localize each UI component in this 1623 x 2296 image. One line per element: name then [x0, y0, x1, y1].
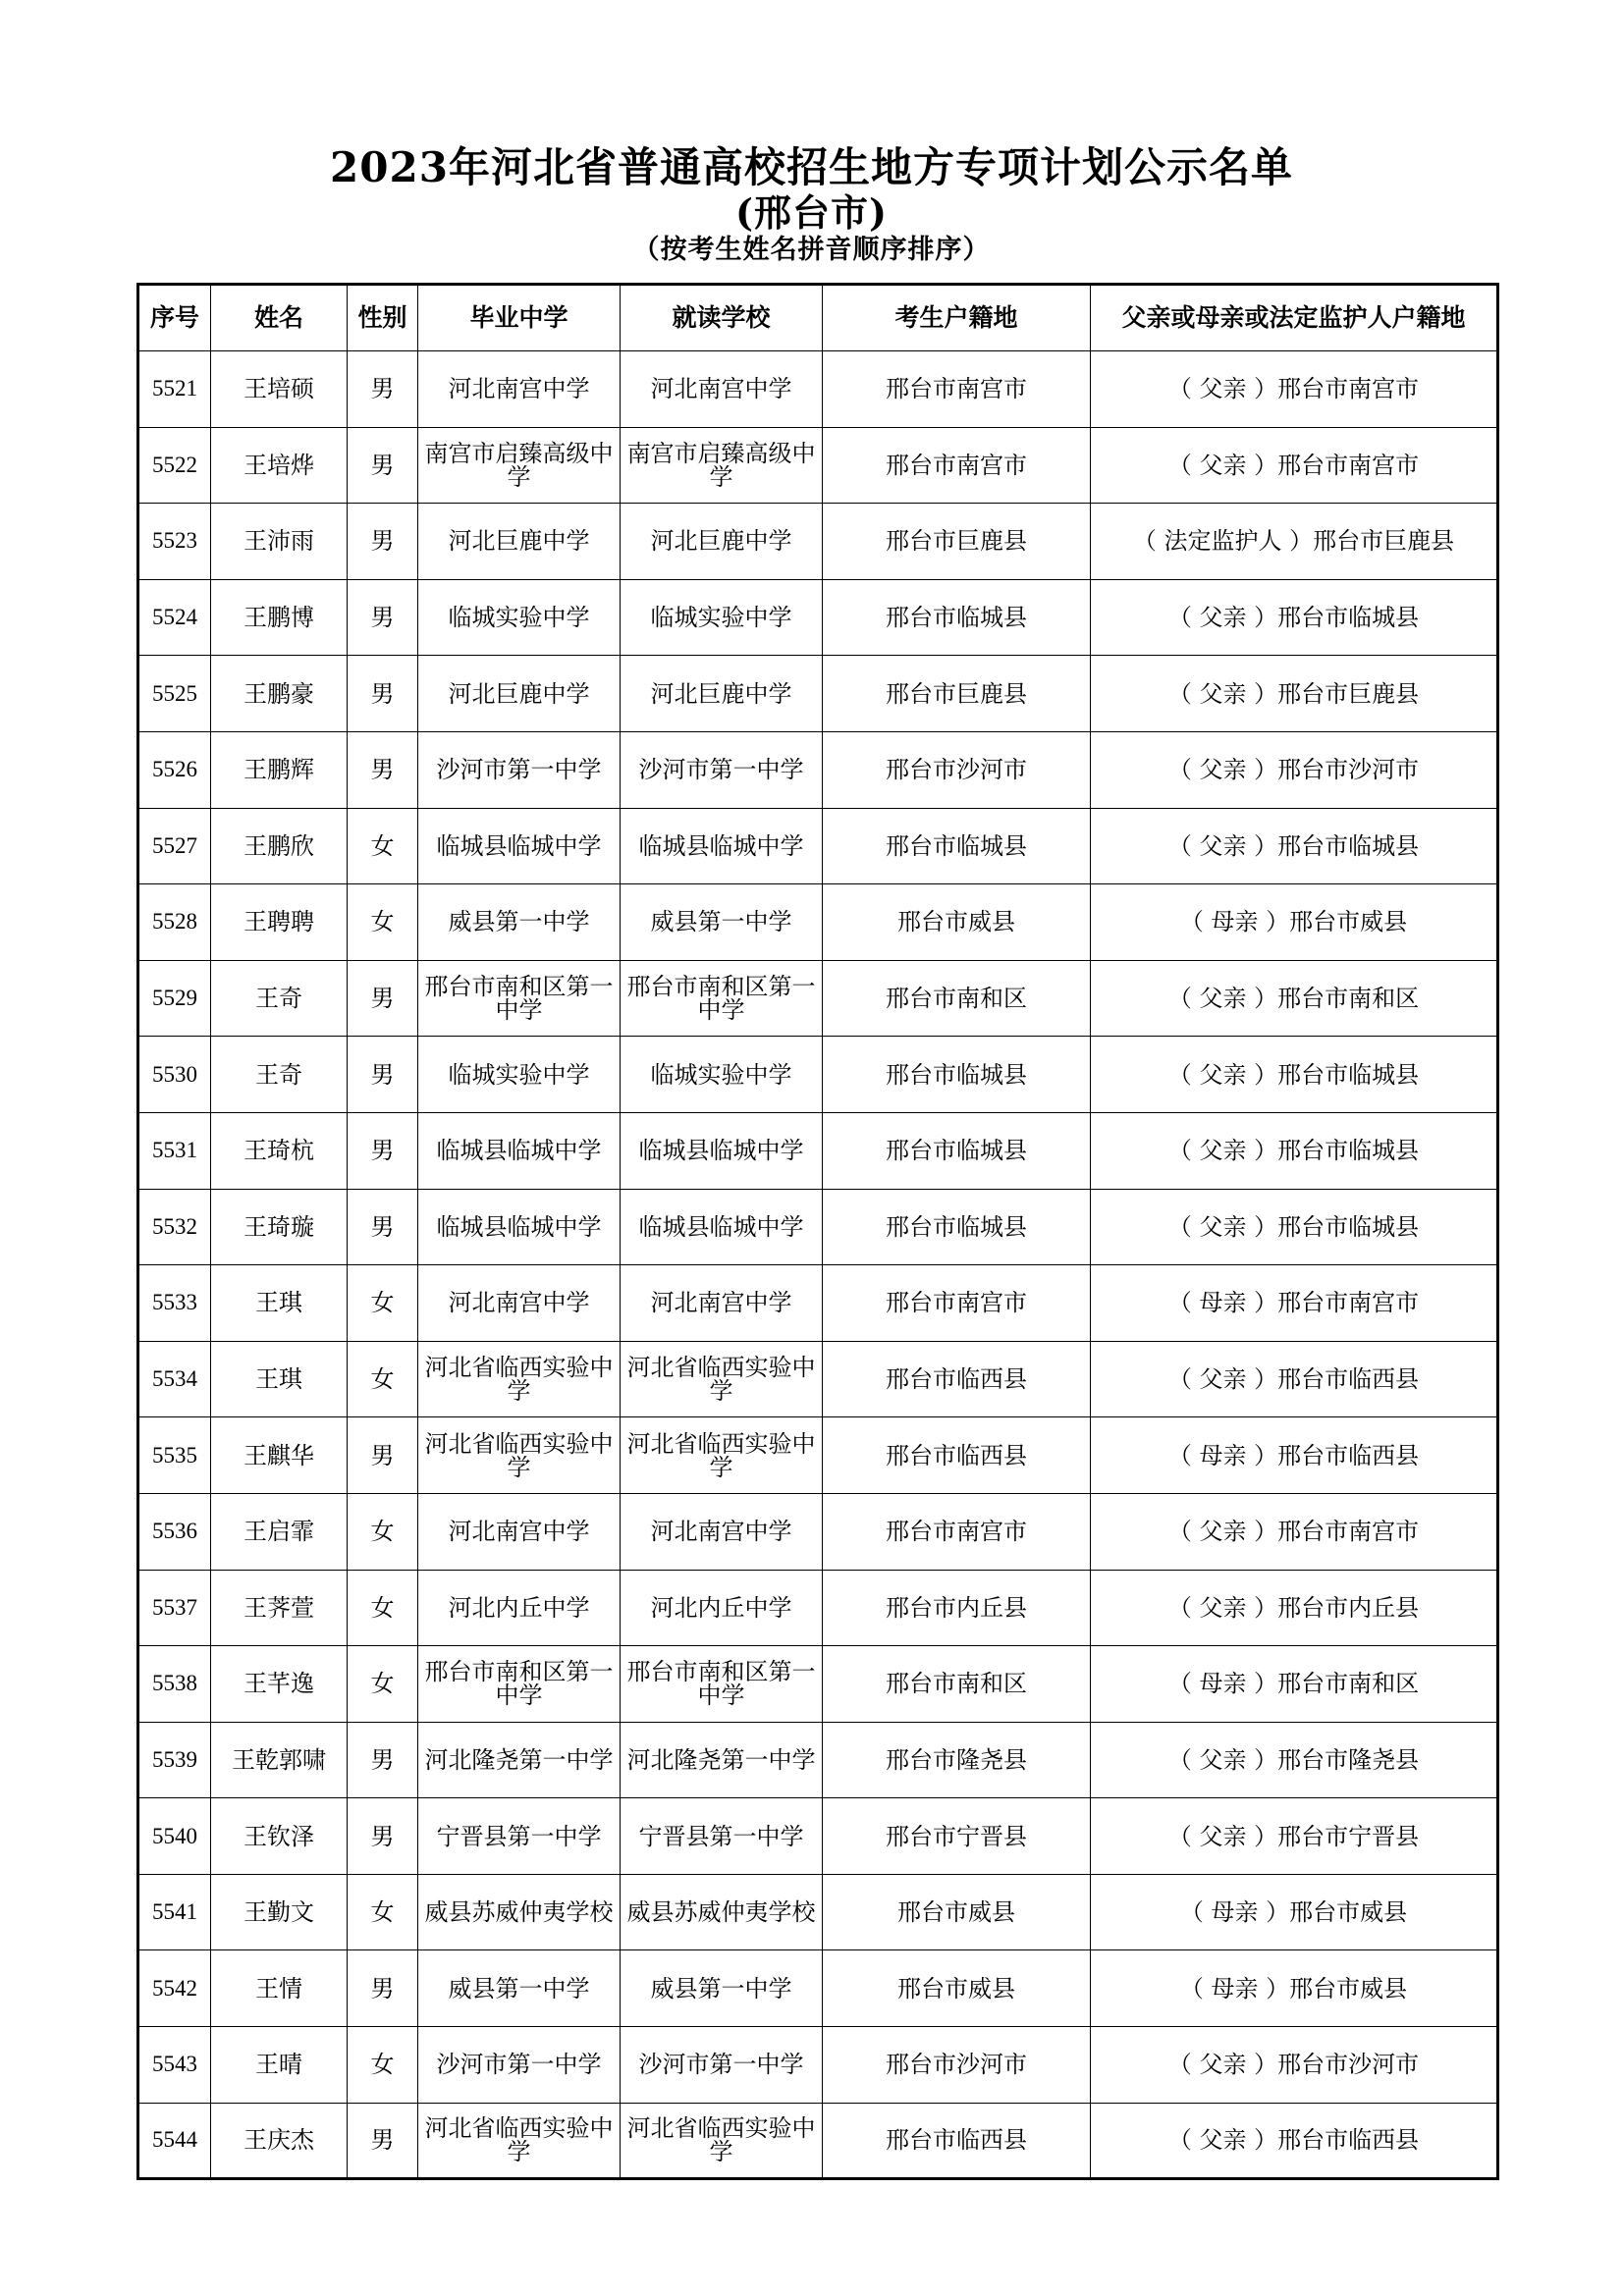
household-cell: 邢台市南宫市: [823, 1493, 1091, 1570]
page-title: 2023年河北省普通高校招生地方专项计划公示名单: [330, 143, 1293, 191]
current-school-cell: 河北巨鹿中学: [621, 504, 823, 580]
serial-cell: 5532: [138, 1189, 211, 1265]
serial-cell: 5533: [138, 1265, 211, 1342]
gender-cell: 男: [348, 1112, 418, 1189]
table-row: [138, 731, 1498, 808]
gender-cell: 男: [348, 1189, 418, 1265]
serial-cell: 5541: [138, 1874, 211, 1950]
name-cell: 王晴: [211, 2027, 348, 2104]
household-cell: 邢台市临西县: [823, 2103, 1091, 2179]
guardian-household-cell: （ 父亲 ）邢台市临城县: [1091, 1112, 1498, 1189]
header-cell: 就读学校: [621, 285, 823, 351]
current-school-cell: 临城实验中学: [621, 1037, 823, 1113]
current-school-cell: 河北南宫中学: [621, 351, 823, 428]
graduation-school-cell: 宁晋县第一中学: [418, 1798, 621, 1875]
graduation-school-cell: 威县第一中学: [418, 884, 621, 961]
current-school-cell: 威县第一中学: [621, 884, 823, 961]
name-cell: 王鹏辉: [211, 731, 348, 808]
header-cell: 姓名: [211, 285, 348, 351]
gender-cell: 男: [348, 731, 418, 808]
current-school-cell: 河北省临西实验中学: [621, 1417, 823, 1494]
serial-cell: 5543: [138, 2027, 211, 2104]
gender-cell: 男: [348, 504, 418, 580]
guardian-household-cell: （ 父亲 ）邢台市临城县: [1091, 1037, 1498, 1113]
table-row: [138, 1722, 1498, 1798]
name-cell: 王庆杰: [211, 2103, 348, 2179]
gender-cell: 男: [348, 579, 418, 656]
household-cell: 邢台市宁晋县: [823, 1798, 1091, 1875]
current-school-cell: 沙河市第一中学: [621, 2027, 823, 2104]
guardian-household-cell: （ 父亲 ）邢台市沙河市: [1091, 2027, 1498, 2104]
table-row: [138, 1189, 1498, 1265]
name-cell: 王琦杭: [211, 1112, 348, 1189]
table-row: [138, 579, 1498, 656]
serial-cell: 5539: [138, 1722, 211, 1798]
graduation-school-cell: 临城县临城中学: [418, 1112, 621, 1189]
gender-cell: 男: [348, 1037, 418, 1113]
graduation-school-cell: 南宫市启臻高级中学: [418, 427, 621, 504]
graduation-school-cell: 沙河市第一中学: [418, 731, 621, 808]
household-cell: 邢台市隆尧县: [823, 1722, 1091, 1798]
guardian-household-cell: （ 母亲 ）邢台市临西县: [1091, 1417, 1498, 1494]
gender-cell: 女: [348, 1646, 418, 1723]
graduation-school-cell: 临城实验中学: [418, 579, 621, 656]
current-school-cell: 临城县临城中学: [621, 808, 823, 884]
name-cell: 王启霏: [211, 1493, 348, 1570]
household-cell: 邢台市临城县: [823, 808, 1091, 884]
serial-cell: 5531: [138, 1112, 211, 1189]
guardian-household-cell: （ 父亲 ）邢台市南和区: [1091, 960, 1498, 1037]
household-cell: 邢台市南和区: [823, 1646, 1091, 1723]
table-body: [138, 351, 1498, 2179]
gender-cell: 女: [348, 808, 418, 884]
table-row: [138, 1874, 1498, 1950]
graduation-school-cell: 河北南宫中学: [418, 1493, 621, 1570]
serial-cell: 5527: [138, 808, 211, 884]
guardian-household-cell: （ 父亲 ）邢台市临西县: [1091, 2103, 1498, 2179]
current-school-cell: 临城实验中学: [621, 579, 823, 656]
household-cell: 邢台市威县: [823, 884, 1091, 961]
graduation-school-cell: 临城县临城中学: [418, 808, 621, 884]
serial-cell: 5529: [138, 960, 211, 1037]
graduation-school-cell: 河北南宫中学: [418, 1265, 621, 1342]
header-cell: 性别: [348, 285, 418, 351]
name-cell: 王麒华: [211, 1417, 348, 1494]
guardian-household-cell: （ 父亲 ）邢台市宁晋县: [1091, 1798, 1498, 1875]
graduation-school-cell: 邢台市南和区第一中学: [418, 1646, 621, 1723]
name-cell: 王聘聘: [211, 884, 348, 961]
table-row: [138, 1341, 1498, 1417]
table-row: [138, 2027, 1498, 2104]
current-school-cell: 宁晋县第一中学: [621, 1798, 823, 1875]
gender-cell: 男: [348, 1798, 418, 1875]
table-row: [138, 1037, 1498, 1113]
household-cell: 邢台市南和区: [823, 960, 1091, 1037]
guardian-household-cell: （ 母亲 ）邢台市威县: [1091, 1874, 1498, 1950]
header-cell: 考生户籍地: [823, 285, 1091, 351]
gender-cell: 男: [348, 656, 418, 732]
current-school-cell: 沙河市第一中学: [621, 731, 823, 808]
name-cell: 王鹏博: [211, 579, 348, 656]
serial-cell: 5521: [138, 351, 211, 428]
table-row: [138, 884, 1498, 961]
name-cell: 王情: [211, 1950, 348, 2027]
graduation-school-cell: 河北省临西实验中学: [418, 1417, 621, 1494]
guardian-household-cell: （ 父亲 ）邢台市临城县: [1091, 808, 1498, 884]
sort-note: （按考生姓名拼音顺序排序）: [632, 235, 991, 265]
name-cell: 王芊逸: [211, 1646, 348, 1723]
serial-cell: 5544: [138, 2103, 211, 2179]
household-cell: 邢台市威县: [823, 1874, 1091, 1950]
gender-cell: 男: [348, 351, 418, 428]
gender-cell: 女: [348, 1341, 418, 1417]
guardian-household-cell: （ 父亲 ）邢台市沙河市: [1091, 731, 1498, 808]
gender-cell: 女: [348, 884, 418, 961]
table-row: [138, 1417, 1498, 1494]
graduation-school-cell: 河北南宫中学: [418, 351, 621, 428]
serial-cell: 5530: [138, 1037, 211, 1113]
table-row: [138, 1112, 1498, 1189]
current-school-cell: 河北巨鹿中学: [621, 656, 823, 732]
guardian-household-cell: （ 母亲 ）邢台市南和区: [1091, 1646, 1498, 1723]
name-cell: 王鹏欣: [211, 808, 348, 884]
household-cell: 邢台市临西县: [823, 1341, 1091, 1417]
guardian-household-cell: （ 母亲 ）邢台市威县: [1091, 1950, 1498, 2027]
serial-cell: 5538: [138, 1646, 211, 1723]
serial-cell: 5537: [138, 1570, 211, 1646]
household-cell: 邢台市威县: [823, 1950, 1091, 2027]
household-cell: 邢台市南宫市: [823, 427, 1091, 504]
gender-cell: 男: [348, 1950, 418, 2027]
name-cell: 王琪: [211, 1265, 348, 1342]
name-cell: 王勤文: [211, 1874, 348, 1950]
household-cell: 邢台市临西县: [823, 1417, 1091, 1494]
current-school-cell: 南宫市启臻高级中学: [621, 427, 823, 504]
guardian-household-cell: （ 法定监护人 ）邢台市巨鹿县: [1091, 504, 1498, 580]
current-school-cell: 河北内丘中学: [621, 1570, 823, 1646]
serial-cell: 5524: [138, 579, 211, 656]
household-cell: 邢台市巨鹿县: [823, 504, 1091, 580]
table-row: [138, 1950, 1498, 2027]
name-cell: 王乾郭啸: [211, 1722, 348, 1798]
household-cell: 邢台市沙河市: [823, 731, 1091, 808]
name-cell: 王奇: [211, 1037, 348, 1113]
graduation-school-cell: 河北巨鹿中学: [418, 504, 621, 580]
gender-cell: 男: [348, 1722, 418, 1798]
gender-cell: 男: [348, 427, 418, 504]
current-school-cell: 邢台市南和区第一中学: [621, 960, 823, 1037]
serial-cell: 5523: [138, 504, 211, 580]
household-cell: 邢台市临城县: [823, 1037, 1091, 1113]
current-school-cell: 河北隆尧第一中学: [621, 1722, 823, 1798]
serial-cell: 5528: [138, 884, 211, 961]
guardian-household-cell: （ 父亲 ）邢台市临西县: [1091, 1341, 1498, 1417]
name-cell: 王培硕: [211, 351, 348, 428]
name-cell: 王琪: [211, 1341, 348, 1417]
serial-cell: 5526: [138, 731, 211, 808]
current-school-cell: 临城县临城中学: [621, 1112, 823, 1189]
guardian-household-cell: （ 母亲 ）邢台市威县: [1091, 884, 1498, 961]
table-row: [138, 1798, 1498, 1875]
name-cell: 王钦泽: [211, 1798, 348, 1875]
graduation-school-cell: 河北巨鹿中学: [418, 656, 621, 732]
graduation-school-cell: 河北隆尧第一中学: [418, 1722, 621, 1798]
gender-cell: 男: [348, 1417, 418, 1494]
current-school-cell: 河北南宫中学: [621, 1493, 823, 1570]
name-cell: 王琦璇: [211, 1189, 348, 1265]
guardian-household-cell: （ 父亲 ）邢台市临城县: [1091, 1189, 1498, 1265]
household-cell: 邢台市临城县: [823, 1189, 1091, 1265]
household-cell: 邢台市南宫市: [823, 1265, 1091, 1342]
table-row: [138, 504, 1498, 580]
table-row: [138, 656, 1498, 732]
table-row: [138, 427, 1498, 504]
graduation-school-cell: 威县苏威仲夷学校: [418, 1874, 621, 1950]
guardian-household-cell: （ 父亲 ）邢台市南宫市: [1091, 351, 1498, 428]
guardian-household-cell: （ 父亲 ）邢台市临城县: [1091, 579, 1498, 656]
guardian-household-cell: （ 母亲 ）邢台市南宫市: [1091, 1265, 1498, 1342]
household-cell: 邢台市内丘县: [823, 1570, 1091, 1646]
header-cell: 序号: [138, 285, 211, 351]
gender-cell: 女: [348, 2027, 418, 2104]
household-cell: 邢台市巨鹿县: [823, 656, 1091, 732]
name-cell: 王沛雨: [211, 504, 348, 580]
serial-cell: 5535: [138, 1417, 211, 1494]
current-school-cell: 威县苏威仲夷学校: [621, 1874, 823, 1950]
graduation-school-cell: 河北省临西实验中学: [418, 2103, 621, 2179]
current-school-cell: 河北省临西实验中学: [621, 2103, 823, 2179]
serial-cell: 5534: [138, 1341, 211, 1417]
guardian-household-cell: （ 父亲 ）邢台市内丘县: [1091, 1570, 1498, 1646]
table-row: [138, 1265, 1498, 1342]
table-row: [138, 1570, 1498, 1646]
serial-cell: 5536: [138, 1493, 211, 1570]
name-cell: 王培烨: [211, 427, 348, 504]
table-row: [138, 960, 1498, 1037]
gender-cell: 男: [348, 960, 418, 1037]
current-school-cell: 邢台市南和区第一中学: [621, 1646, 823, 1723]
graduation-school-cell: 临城实验中学: [418, 1037, 621, 1113]
table-row: [138, 2103, 1498, 2179]
guardian-household-cell: （ 父亲 ）邢台市南宫市: [1091, 1493, 1498, 1570]
graduation-school-cell: 河北省临西实验中学: [418, 1341, 621, 1417]
gender-cell: 女: [348, 1493, 418, 1570]
guardian-household-cell: （ 父亲 ）邢台市南宫市: [1091, 427, 1498, 504]
header-cell: 毕业中学: [418, 285, 621, 351]
graduation-school-cell: 威县第一中学: [418, 1950, 621, 2027]
guardian-household-cell: （ 父亲 ）邢台市隆尧县: [1091, 1722, 1498, 1798]
name-cell: 王奇: [211, 960, 348, 1037]
table-row: [138, 808, 1498, 884]
table-row: [138, 1493, 1498, 1570]
household-cell: 邢台市临城县: [823, 1112, 1091, 1189]
current-school-cell: 河北南宫中学: [621, 1265, 823, 1342]
graduation-school-cell: 邢台市南和区第一中学: [418, 960, 621, 1037]
table-row: [138, 1646, 1498, 1723]
gender-cell: 女: [348, 1874, 418, 1950]
table-header-row: [138, 285, 1498, 351]
household-cell: 邢台市南宫市: [823, 351, 1091, 428]
serial-cell: 5522: [138, 427, 211, 504]
name-cell: 王鹏豪: [211, 656, 348, 732]
roster-table: [136, 283, 1499, 2180]
header-cell: 父亲或母亲或法定监护人户籍地: [1091, 285, 1498, 351]
serial-cell: 5542: [138, 1950, 211, 2027]
gender-cell: 女: [348, 1265, 418, 1342]
current-school-cell: 临城县临城中学: [621, 1189, 823, 1265]
graduation-school-cell: 河北内丘中学: [418, 1570, 621, 1646]
graduation-school-cell: 沙河市第一中学: [418, 2027, 621, 2104]
serial-cell: 5540: [138, 1798, 211, 1875]
guardian-household-cell: （ 父亲 ）邢台市巨鹿县: [1091, 656, 1498, 732]
household-cell: 邢台市临城县: [823, 579, 1091, 656]
page-subtitle: (邢台市): [735, 190, 888, 235]
serial-cell: 5525: [138, 656, 211, 732]
gender-cell: 女: [348, 1570, 418, 1646]
household-cell: 邢台市沙河市: [823, 2027, 1091, 2104]
name-cell: 王荠萱: [211, 1570, 348, 1646]
current-school-cell: 威县第一中学: [621, 1950, 823, 2027]
graduation-school-cell: 临城县临城中学: [418, 1189, 621, 1265]
gender-cell: 男: [348, 2103, 418, 2179]
table-row: [138, 351, 1498, 428]
current-school-cell: 河北省临西实验中学: [621, 1341, 823, 1417]
